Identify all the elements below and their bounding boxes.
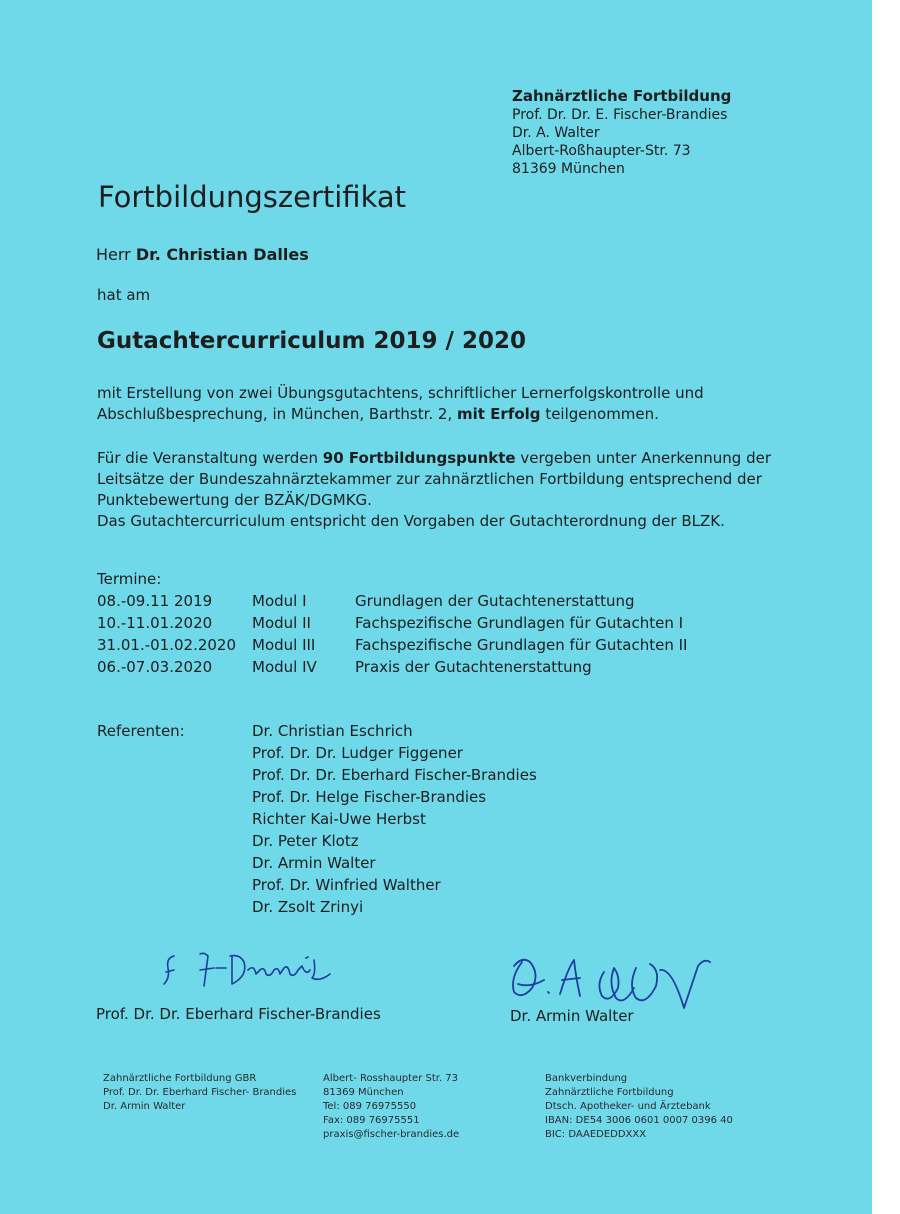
referent-name: Prof. Dr. Dr. Ludger Figgener [252, 744, 463, 762]
termin-row [97, 658, 857, 679]
text-span: Für die Veranstaltung werden [97, 449, 323, 467]
footer-line: 81369 München [323, 1087, 404, 1098]
recipient [96, 245, 309, 264]
referenten-label: Referenten: [97, 722, 185, 740]
participation-paragraph [97, 383, 704, 425]
text-span: Abschlußbesprechung, in München, Barthstr. 2, [97, 405, 458, 423]
footer-email[interactable]: praxis@fischer-brandies.de [323, 1129, 460, 1140]
sender-line: Albert-Roßhaupter-Str. 73 [512, 143, 691, 159]
footer-line: Dtsch. Apotheker- und Ärztebank [545, 1101, 711, 1112]
termin-topic: Fachspezifische Grundlagen für Gutachten II [355, 636, 688, 654]
termin-row [97, 592, 857, 613]
referent-name: Prof. Dr. Winfried Walther [252, 876, 441, 894]
referent-name: Dr. Armin Walter [252, 854, 376, 872]
paragraph-line [97, 404, 704, 425]
referent-name: Richter Kai-Uwe Herbst [252, 810, 426, 828]
termin-date: 10.-11.01.2020 [97, 614, 213, 632]
footer-contact [323, 1072, 459, 1142]
hat-am-text: hat am [97, 286, 151, 304]
termin-date: 08.-09.11 2019 [97, 592, 213, 610]
sender-line: Dr. A. Walter [512, 125, 600, 141]
termin-date: 31.01.-01.02.2020 [97, 636, 237, 654]
footer-line: Tel: 089 76975550 [323, 1101, 417, 1112]
termin-row [97, 614, 857, 635]
paragraph-line: Das Gutachtercurriculum entspricht den Vorgaben der Gutachterordnung der BLZK. [97, 512, 725, 530]
recipient-name: Dr. Christian Dalles [135, 245, 309, 264]
termin-row [97, 636, 857, 657]
footer-line: BIC: DAAEDEDDXXX [545, 1129, 647, 1140]
paragraph-line: mit Erstellung von zwei Übungsgutachtens, schriftlicher Lernerfolgskontrolle und [97, 384, 704, 402]
referent-name: Dr. Christian Eschrich [252, 722, 413, 740]
termine-label: Termine: [97, 570, 162, 588]
footer-line: Bankverbindung [545, 1073, 628, 1084]
footer-line: Albert- Rosshaupter Str. 73 [323, 1073, 459, 1084]
termin-modul: Modul IV [252, 658, 317, 676]
sender-org: Zahnärztliche Fortbildung [512, 87, 732, 105]
text-span: teilgenommen. [540, 405, 659, 423]
footer-line: Fax: 089 76975551 [323, 1115, 420, 1126]
paragraph-line: Leitsätze der Bundeszahnärztekammer zur zahnärztlichen Fortbildung entsprechend der [97, 470, 762, 488]
referent-name: Prof. Dr. Dr. Eberhard Fischer-Brandies [252, 766, 537, 784]
footer-bank [545, 1072, 733, 1142]
course-title: Gutachtercurriculum 2019 / 2020 [97, 328, 526, 354]
termin-modul: Modul III [252, 636, 316, 654]
recipient-salutation: Herr [96, 245, 131, 264]
referent-name: Prof. Dr. Helge Fischer-Brandies [252, 788, 487, 806]
footer-company [103, 1072, 296, 1114]
footer-line: IBAN: DE54 3006 0601 0007 0396 40 [545, 1115, 733, 1126]
text-span: vergeben unter Anerkennung der [515, 449, 771, 467]
signatory-right-name: Dr. Armin Walter [510, 1007, 634, 1025]
success-emphasis: mit Erfolg [457, 405, 541, 423]
termin-modul: Modul II [252, 614, 311, 632]
sender-line: Prof. Dr. Dr. E. Fischer-Brandies [512, 107, 728, 123]
referent-name: Dr. Zsolt Zrinyi [252, 898, 364, 916]
referent-name: Dr. Peter Klotz [252, 832, 359, 850]
sender-address [512, 86, 731, 178]
footer-line: Zahnärztliche Fortbildung GBR [103, 1073, 257, 1084]
termin-date: 06.-07.03.2020 [97, 658, 213, 676]
termin-topic: Fachspezifische Grundlagen für Gutachten I [355, 614, 684, 632]
signature-fischer-brandies [160, 948, 360, 998]
footer-line: Dr. Armin Walter [103, 1101, 186, 1112]
paragraph-line [97, 448, 771, 469]
points-paragraph [97, 448, 771, 532]
termin-modul: Modul I [252, 592, 307, 610]
footer-line: Prof. Dr. Dr. Eberhard Fischer- Brandies [103, 1087, 297, 1098]
points-emphasis: 90 Fortbildungspunkte [322, 449, 516, 467]
footer-line: Zahnärztliche Fortbildung [545, 1087, 674, 1098]
paragraph-line: Punktebewertung der BZÄK/DGMKG. [97, 491, 372, 509]
page-title: Fortbildungszertifikat [98, 180, 406, 214]
termin-topic: Grundlagen der Gutachtenerstattung [355, 592, 635, 610]
sender-line: 81369 München [512, 161, 625, 177]
signatory-left-name: Prof. Dr. Dr. Eberhard Fischer-Brandies [96, 1005, 381, 1023]
termin-topic: Praxis der Gutachtenerstattung [355, 658, 592, 676]
